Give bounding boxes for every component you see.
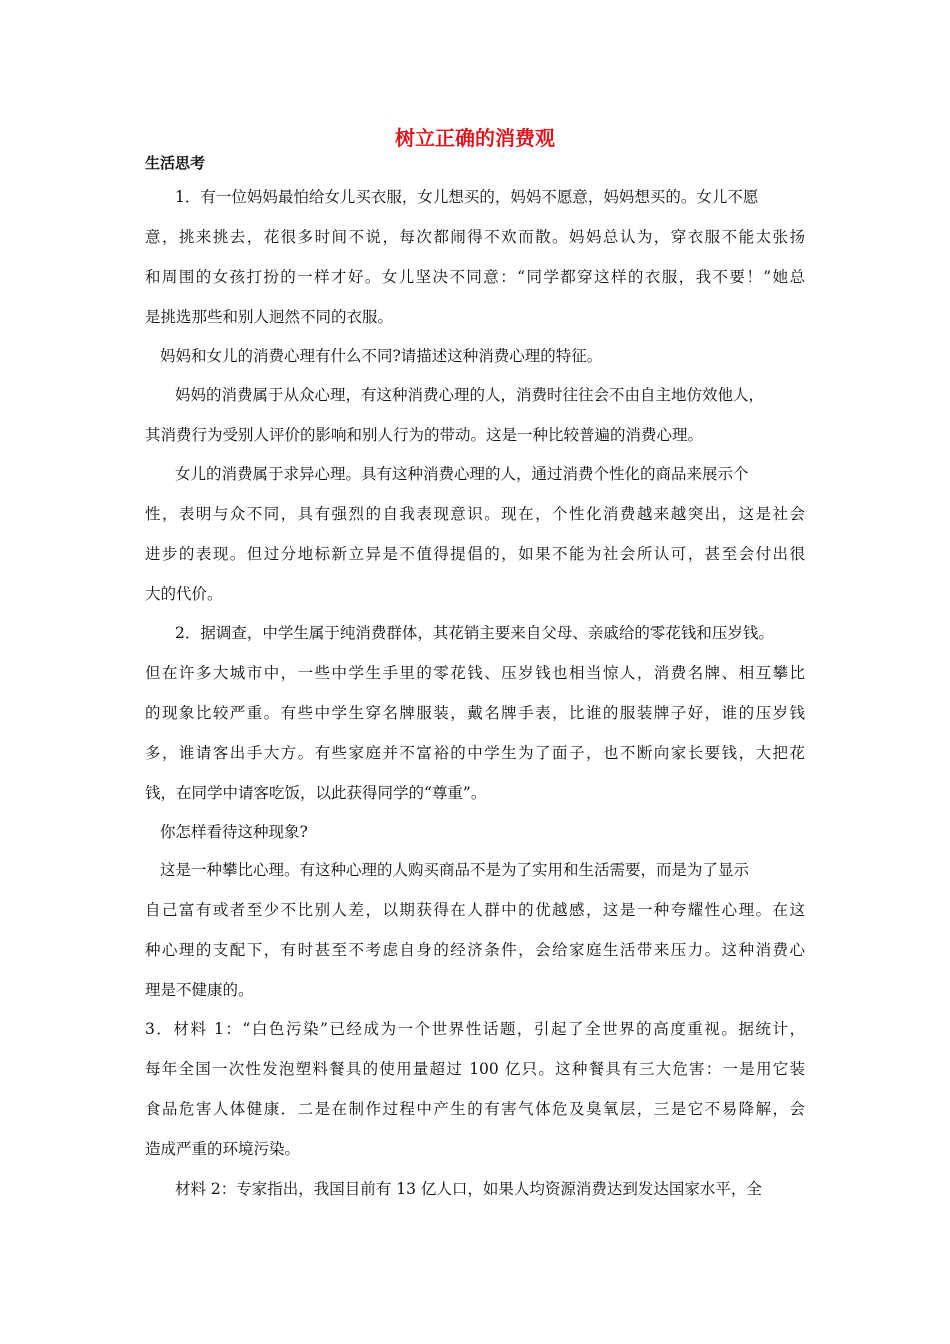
paragraph-line: 多，谁请客出手大方。有些家庭并不富裕的中学生为了面子，也不断向家长要钱，大把花	[145, 744, 805, 762]
paragraph-line: 3．材料 1：“白色污染”已经成为一个世界性话题，引起了全世界的高度重视。据统计，	[145, 1020, 805, 1038]
paragraph-line: 性，表明与众不同，具有强烈的自我表现意识。现在，个性化消费越来越突出，这是社会	[145, 505, 805, 523]
paragraph-line: 每年全国一次性发泡塑料餐具的使用量超过 100 亿只。这种餐具有三大危害：一是用它装	[145, 1060, 805, 1078]
paragraph-line: 理是不健康的。	[145, 981, 254, 999]
paragraph-line: 1．有一位妈妈最怕给女儿买衣服，女儿想买的，妈妈不愿意，妈妈想买的。女儿不愿	[175, 188, 759, 206]
paragraph-line: 造成严重的环境污染。	[145, 1140, 301, 1158]
paragraph-line: 食品危害人体健康．二是在制作过程中产生的有害气体危及臭氧层，三是它不易降解，会	[145, 1100, 805, 1118]
paragraph-line: 女儿的消费属于求异心理。具有这种消费心理的人，通过消费个性化的商品来展示个	[175, 465, 749, 483]
paragraph-line: 大的代价。	[145, 585, 223, 603]
document-title: 树立正确的消费观	[395, 126, 555, 150]
paragraph-line: 其消费行为受别人评价的影响和别人行为的带动。这是一种比较普遍的消费心理。	[145, 426, 704, 444]
paragraph-line: 进步的表现。但过分地标新立异是不值得提倡的，如果不能为社会所认可，甚至会付出很	[145, 545, 805, 563]
paragraph-line: 的现象比较严重。有些中学生穿名牌服装，戴名牌手表，比谁的服装牌子好，谁的压岁钱	[145, 704, 805, 722]
paragraph-line: 种心理的支配下，有时甚至不考虑自身的经济条件，会给家庭生活带来压力。这种消费心	[145, 941, 805, 959]
paragraph-line: 材料 2：专家指出，我国目前有 13 亿人口，如果人均资源消费达到发达国家水平，全	[175, 1180, 762, 1198]
paragraph-line: 是挑选那些和别人迥然不同的衣服。	[145, 308, 394, 326]
paragraph-line: 这是一种攀比心理。有这种心理的人购买商品不是为了实用和生活需要，而是为了显示	[160, 861, 750, 879]
paragraph-line: 钱，在同学中请客吃饭，以此获得同学的“尊重”。	[145, 784, 487, 802]
section-heading: 生活思考	[145, 154, 206, 172]
question-line: 妈妈和女儿的消费心理有什么不同?请描述这种消费心理的特征。	[160, 347, 603, 365]
paragraph-line: 2．据调查，中学生属于纯消费群体，其花销主要来自父母、亲戚给的零花钱和压岁钱。	[175, 624, 774, 642]
paragraph-line: 但在许多大城市中，一些中学生手里的零花钱、压岁钱也相当惊人，消费名牌、相互攀比	[145, 664, 805, 682]
paragraph-line: 自己富有或者至少不比别人差，以期获得在人群中的优越感，这是一种夸耀性心理。在这	[145, 901, 805, 919]
paragraph-line: 和周围的女孩打扮的一样才好。女儿坚决不同意：“同学都穿这样的衣服，我不要！”她总	[145, 268, 805, 286]
question-line: 你怎样看待这种现象?	[160, 823, 308, 841]
paragraph-line: 妈妈的消费属于从众心理，有这种消费心理的人，消费时往往会不由自主地仿效他人，	[175, 386, 765, 404]
paragraph-line: 意，挑来挑去，花很多时间不说，每次都闹得不欢而散。妈妈总认为，穿衣服不能太张扬	[145, 228, 805, 246]
